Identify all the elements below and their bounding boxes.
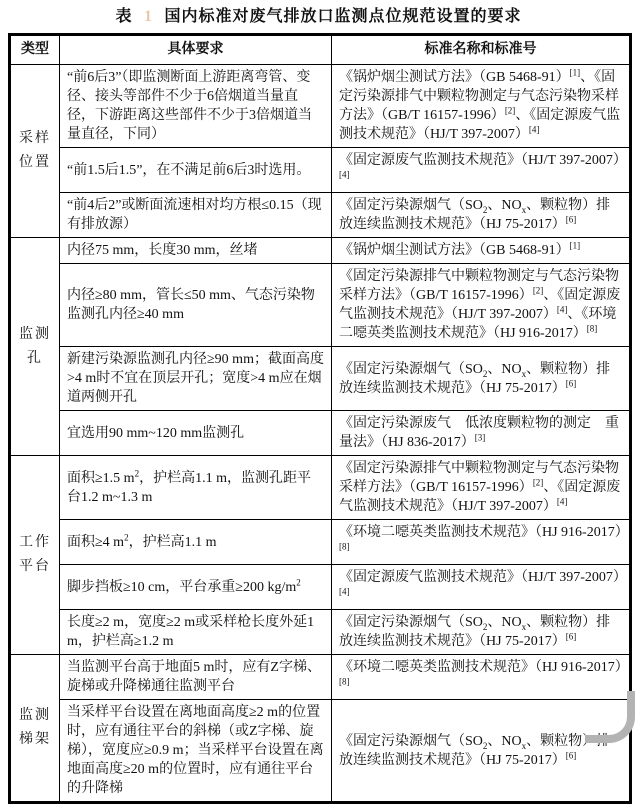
row-group-label-monitoring-ladder: 监测梯架 (10, 655, 60, 803)
table-row (10, 193, 631, 238)
requirement-cell: 宜选用90 mm~120 mm监测孔 (60, 411, 332, 456)
requirement-cell: 长度≥2 m，宽度≥2 m或采样枪长度外延1 m，护栏高≥1.2 m (60, 610, 332, 655)
table-row (10, 148, 631, 193)
requirement-cell: 面积≥1.5 $m^2$，护栏高1.1 m，监测孔距平台1.2 m~1.3 m (60, 456, 332, 520)
standard-cell: 《固定源废气监测技术规范》（HJ/T 397-2007）[4] (332, 148, 631, 193)
header-row (10, 35, 631, 65)
requirement-cell: “前6后3”（即监测断面上游距离弯管、变径、接头等部件不少于6倍烟道当量直径，下游距离这些部件不少于3倍烟道当量直径，下同） (60, 65, 332, 148)
standard-cell: 《环境二噁英类监测技术规范》（HJ 916-2017）[8] (332, 655, 631, 700)
table-label: 表 (115, 8, 133, 25)
standard-cell: 《固定污染源烟气（$SO_2$、$NO_x$、颗粒物）排放连续监测技术规范》（HJ 75-2017）[6] (332, 347, 631, 411)
requirement-cell: 内径75 mm，长度30 mm，丝堵 (60, 238, 332, 264)
standard-cell: 《固定污染源废气 低浓度颗粒物的测定 重量法》（HJ 836-2017）[3] (332, 411, 631, 456)
table-title-text: 国内标准对废气排放口监测点位规范设置的要求 (164, 8, 522, 25)
standard-cell: 《固定污染源烟气（$SO_2$、$NO_x$、颗粒物）排放连续监测技术规范》（HJ 75-2017）[6] (332, 610, 631, 655)
requirement-cell: “前4后2”或断面流速相对均方根≤0.15（现有排放源） (60, 193, 332, 238)
page-title (0, 0, 637, 26)
requirement-cell: 脚步挡板≥10 cm，平台承重≥200 $kg/m^2$ (60, 565, 332, 610)
row-group-label-sampling-position: 采样位置 (10, 65, 60, 238)
standards-table (8, 33, 632, 804)
table-row (10, 565, 631, 610)
standard-cell: 《固定污染源排气中颗粒物测定与气态污染物采样方法》（GB/T 16157-1996）[2]、《固定源废气监测技术规范》（HJ/T 397-2007）[4]、《环境二噁英类监测技术规范》（HJ 916-2017）[8] (332, 264, 631, 347)
standard-cell: 《固定污染源排气中颗粒物测定与气态污染物采样方法》（GB/T 16157-1996）[2]、《固定源废气监测技术规范》（HJ/T 397-2007）[4] (332, 456, 631, 520)
table-row (10, 655, 631, 700)
requirement-cell: 面积≥4 $m^2$，护栏高1.1 m (60, 520, 332, 565)
requirement-cell: 当监测平台高于地面5 m时，应有Z字梯、旋梯或升降梯通往监测平台 (60, 655, 332, 700)
table-row (10, 520, 631, 565)
standard-cell: 《锅炉烟尘测试方法》（GB 5468-91）[1] (332, 238, 631, 264)
requirement-cell: 当采样平台设置在离地面高度≥2 m的位置时，应有通往平台的斜梯（或Z字梯、旋梯），宽度应≥0.9 m；当采样平台设置在离地面高度≥20 m的位置时，应有通往平台的升降梯 (60, 700, 332, 803)
table-row (10, 610, 631, 655)
col-header-standard: 标准名称和标准号 (332, 35, 631, 65)
table-row (10, 456, 631, 520)
row-group-label-monitoring-hole: 监测孔 (10, 238, 60, 456)
standard-cell: 《锅炉烟尘测试方法》（GB 5468-91）[1]、《固定污染源排气中颗粒物测定与气态污染物采样方法》（GB/T 16157-1996）[2]、《固定源废气监测技术规范》（HJ/T 397-2007）[4] (332, 65, 631, 148)
row-group-label-work-platform: 工作平台 (10, 456, 60, 655)
col-header-requirement: 具体要求 (60, 35, 332, 65)
requirement-cell: 内径≥80 mm，管长≤50 mm、气态污染物监测孔内径≥40 mm (60, 264, 332, 347)
standard-cell: 《固定污染源烟气（$SO_2$、$NO_x$、颗粒物）排放连续监测技术规范》（HJ 75-2017）[6] (332, 193, 631, 238)
standard-cell: 《固定污染源烟气（$SO_2$、$NO_x$、颗粒物）排放连续监测技术规范》（HJ 75-2017）[6] (332, 700, 631, 803)
table-row (10, 347, 631, 411)
standard-cell: 《固定源废气监测技术规范》（HJ/T 397-2007）[4] (332, 565, 631, 610)
standard-cell: 《环境二噁英类监测技术规范》（HJ 916-2017）[8] (332, 520, 631, 565)
requirement-cell: “前1.5后1.5”，在不满足前6后3时选用。 (60, 148, 332, 193)
table-row (10, 264, 631, 347)
table-row (10, 238, 631, 264)
requirement-cell: 新建污染源监测孔内径≥90 mm；截面高度>4 m时不宜在顶层开孔；宽度>4 m应在烟道两侧开孔 (60, 347, 332, 411)
table-row (10, 411, 631, 456)
col-header-type: 类型 (10, 35, 60, 65)
table-number: 1 (144, 8, 153, 25)
table-row (10, 65, 631, 148)
table-row (10, 700, 631, 803)
